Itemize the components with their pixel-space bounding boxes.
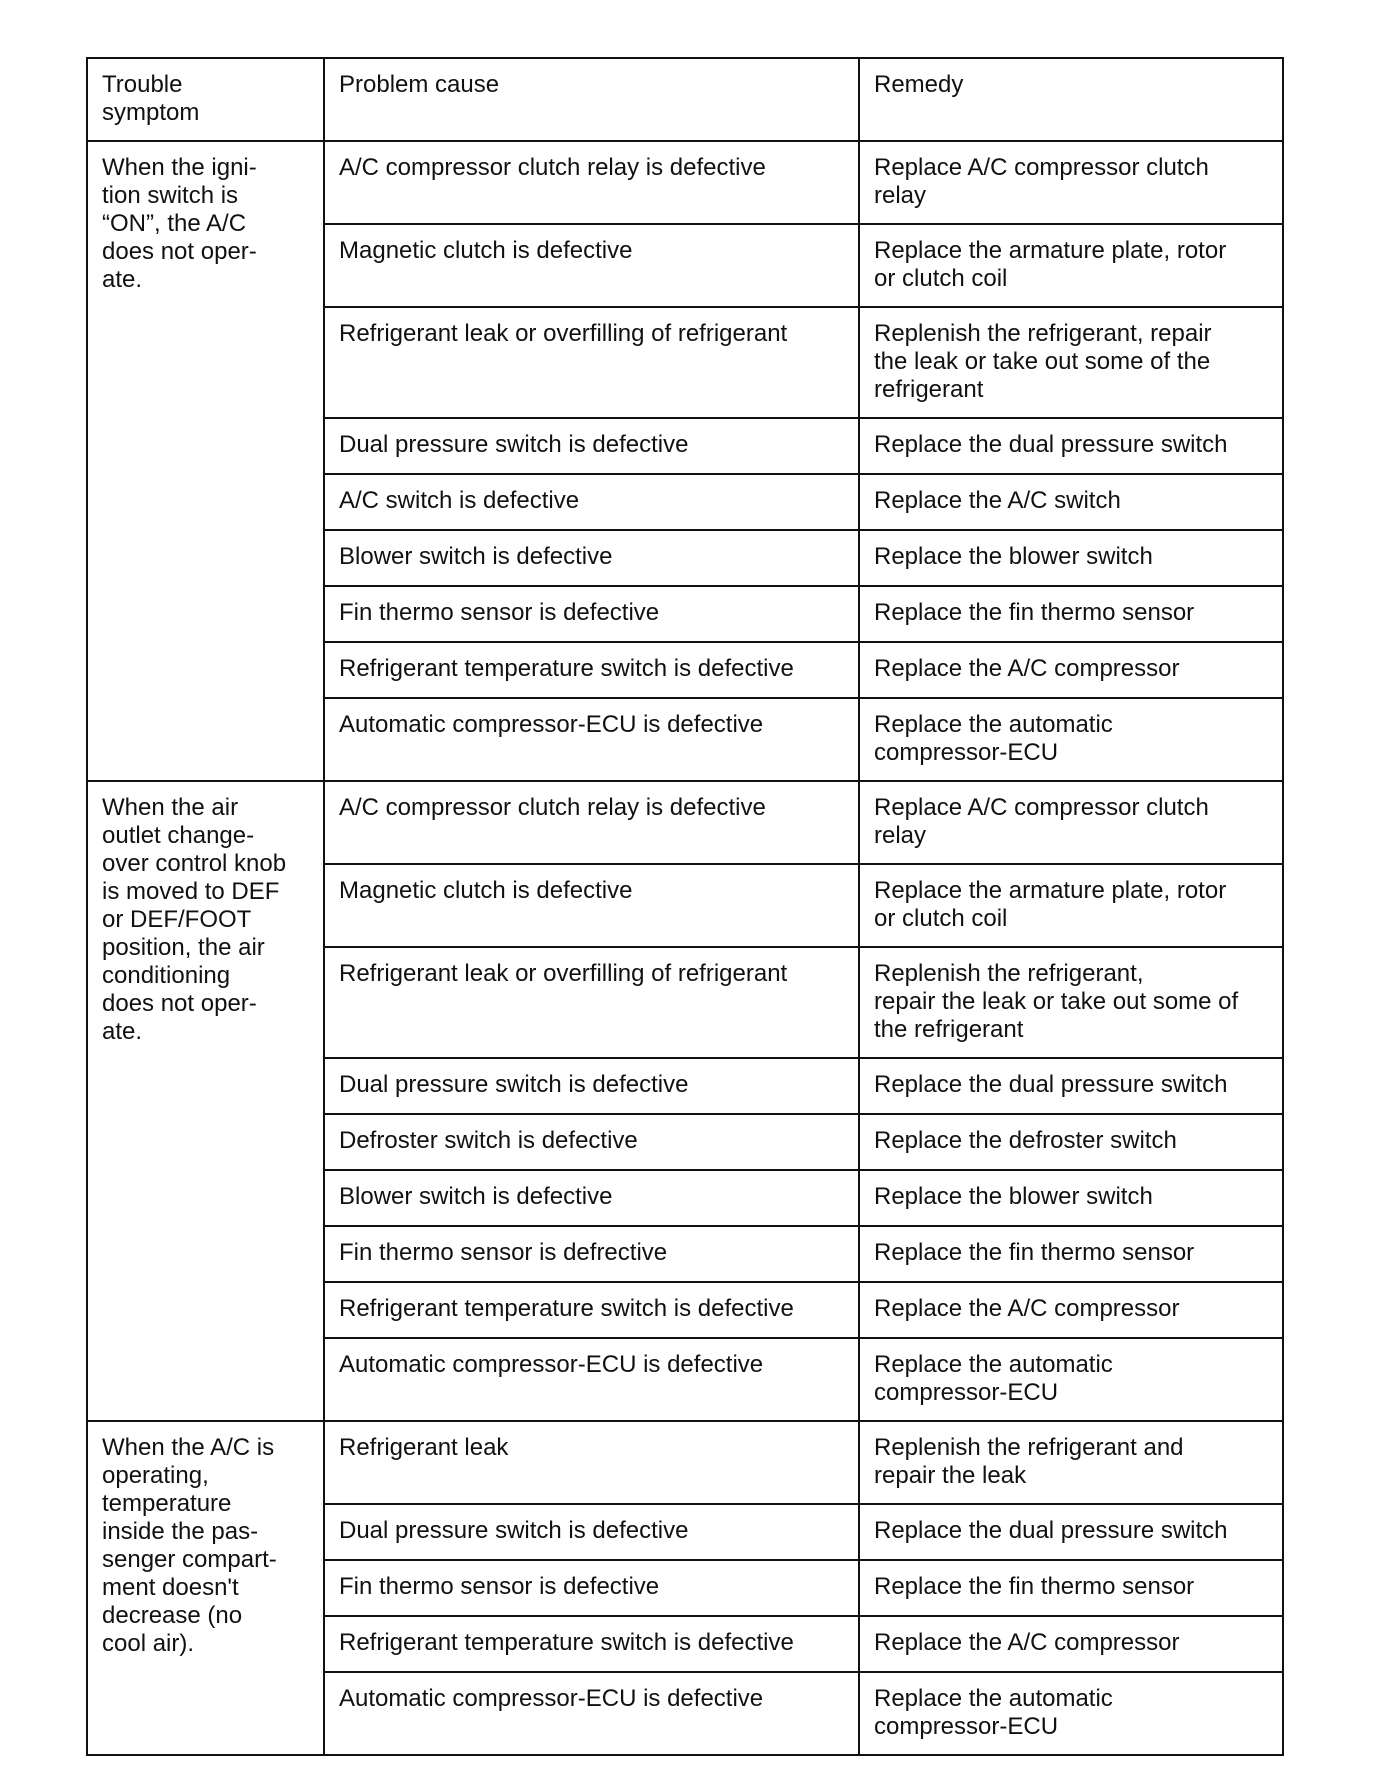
troubleshooting-page	[86, 57, 1282, 1756]
remedy-cell: Replace A/C compressor clutch relay	[859, 781, 1283, 864]
cause-cell: A/C compressor clutch relay is defective	[324, 781, 859, 864]
table-row	[87, 781, 1283, 864]
remedy-cell: Replace the dual pressure switch	[859, 418, 1283, 474]
cause-cell: Automatic compressor-ECU is defective	[324, 1672, 859, 1755]
table-row	[87, 1421, 1283, 1504]
cause-cell: Refrigerant temperature switch is defective	[324, 1616, 859, 1672]
troubleshooting-table	[86, 57, 1284, 1756]
cause-cell: Refrigerant leak or overfilling of refrigerant	[324, 947, 859, 1058]
cause-cell: Automatic compressor-ECU is defective	[324, 698, 859, 781]
remedy-cell: Replace the automatic compressor-ECU	[859, 1338, 1283, 1421]
remedy-cell: Replenish the refrigerant and repair the leak	[859, 1421, 1283, 1504]
cause-cell: Refrigerant temperature switch is defective	[324, 642, 859, 698]
cause-cell: Fin thermo sensor is defective	[324, 1560, 859, 1616]
cause-cell: Fin thermo sensor is defective	[324, 586, 859, 642]
cause-cell: Fin thermo sensor is defrective	[324, 1226, 859, 1282]
symptom-cell: When the A/C is operating, temperature inside the pas- senger compart- ment doesn't decrease (no cool air).	[87, 1421, 324, 1755]
remedy-cell: Replace the blower switch	[859, 530, 1283, 586]
header-row	[87, 58, 1283, 141]
remedy-cell: Replace the armature plate, rotor or clutch coil	[859, 224, 1283, 307]
remedy-cell: Replace the dual pressure switch	[859, 1504, 1283, 1560]
cause-cell: A/C compressor clutch relay is defective	[324, 141, 859, 224]
remedy-cell: Replace A/C compressor clutch relay	[859, 141, 1283, 224]
header-cause: Problem cause	[324, 58, 859, 141]
cause-cell: Refrigerant leak	[324, 1421, 859, 1504]
cause-cell: Dual pressure switch is defective	[324, 1504, 859, 1560]
remedy-cell: Replenish the refrigerant, repair the leak or take out some of the refrigerant	[859, 947, 1283, 1058]
remedy-cell: Replace the automatic compressor-ECU	[859, 1672, 1283, 1755]
remedy-cell: Replace the A/C switch	[859, 474, 1283, 530]
remedy-cell: Replace the fin thermo sensor	[859, 1560, 1283, 1616]
cause-cell: Blower switch is defective	[324, 530, 859, 586]
table-row	[87, 141, 1283, 224]
remedy-cell: Replace the A/C compressor	[859, 642, 1283, 698]
header-symptom: Trouble symptom	[87, 58, 324, 141]
remedy-cell: Replace the armature plate, rotor or clutch coil	[859, 864, 1283, 947]
remedy-cell: Replace the A/C compressor	[859, 1282, 1283, 1338]
cause-cell: Automatic compressor-ECU is defective	[324, 1338, 859, 1421]
cause-cell: Refrigerant temperature switch is defective	[324, 1282, 859, 1338]
remedy-cell: Replenish the refrigerant, repair the leak or take out some of the refrigerant	[859, 307, 1283, 418]
remedy-cell: Replace the defroster switch	[859, 1114, 1283, 1170]
remedy-cell: Replace the dual pressure switch	[859, 1058, 1283, 1114]
remedy-cell: Replace the automatic compressor-ECU	[859, 698, 1283, 781]
cause-cell: A/C switch is defective	[324, 474, 859, 530]
remedy-cell: Replace the fin thermo sensor	[859, 1226, 1283, 1282]
header-remedy: Remedy	[859, 58, 1283, 141]
cause-cell: Dual pressure switch is defective	[324, 418, 859, 474]
cause-cell: Blower switch is defective	[324, 1170, 859, 1226]
cause-cell: Magnetic clutch is defective	[324, 224, 859, 307]
remedy-cell: Replace the fin thermo sensor	[859, 586, 1283, 642]
cause-cell: Refrigerant leak or overfilling of refrigerant	[324, 307, 859, 418]
cause-cell: Magnetic clutch is defective	[324, 864, 859, 947]
symptom-cell: When the air outlet change- over control knob is moved to DEF or DEF/FOOT position, the air conditioning does not oper- ate.	[87, 781, 324, 1421]
remedy-cell: Replace the A/C compressor	[859, 1616, 1283, 1672]
cause-cell: Defroster switch is defective	[324, 1114, 859, 1170]
symptom-cell: When the igni- tion switch is “ON”, the A/C does not oper- ate.	[87, 141, 324, 781]
remedy-cell: Replace the blower switch	[859, 1170, 1283, 1226]
cause-cell: Dual pressure switch is defective	[324, 1058, 859, 1114]
